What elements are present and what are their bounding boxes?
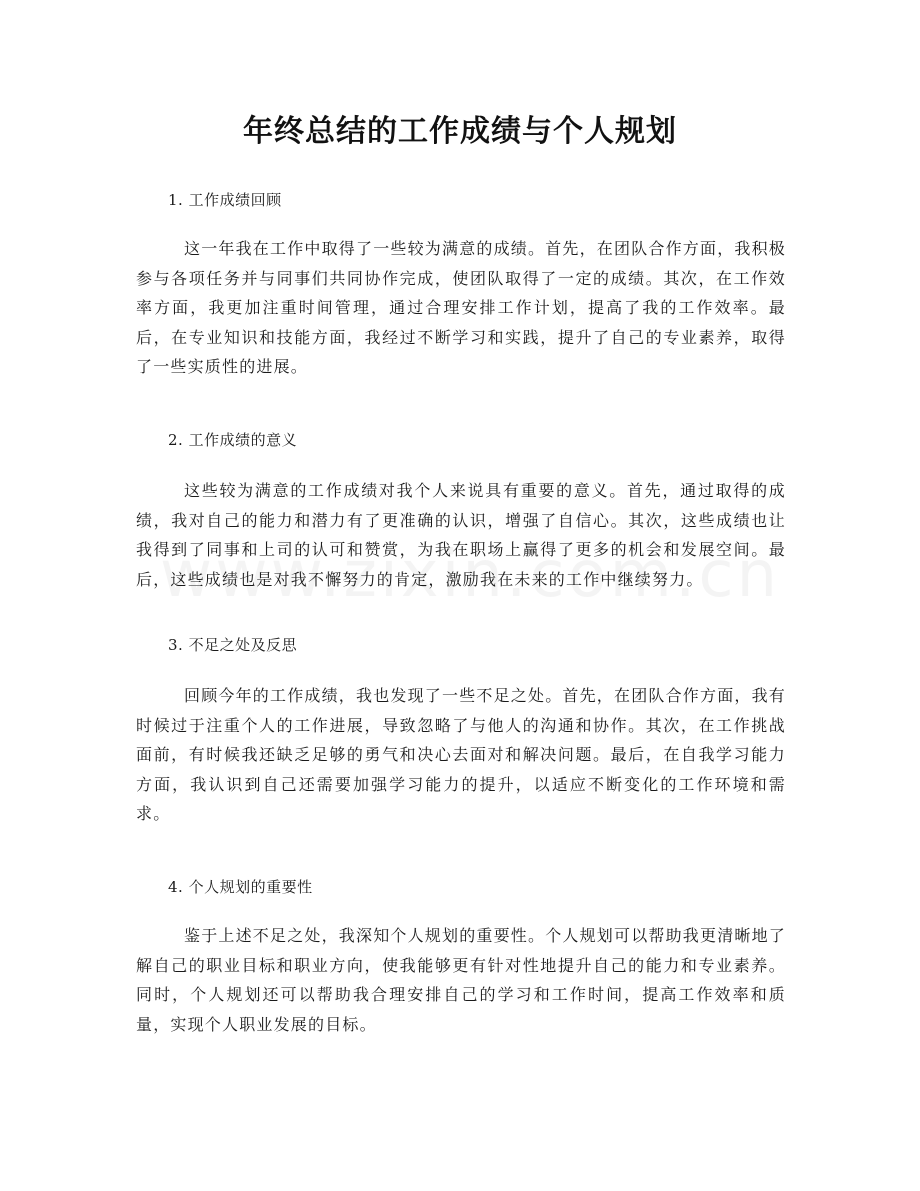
section-heading-4: 4. 个人规划的重要性 [168, 878, 313, 896]
section-heading-1: 1. 工作成绩回顾 [168, 191, 282, 209]
document-title: 年终总结的工作成绩与个人规划 [243, 114, 677, 149]
section-paragraph-3: 回顾今年的工作成绩，我也发现了一些不足之处。首先，在团队合作方面，我有时候过于注重个人的工作进展，导致忽略了与他人的沟通和协作。其次，在工作挑战面前，有时候我还缺乏足够的勇气和决心去面对和解决问题。最后，在自我学习能力方面，我认识到自己还需要加强学习能力的提升，以适应不断变化的工作环境和需求。 [136, 686, 787, 823]
section-heading-2: 2. 工作成绩的意义 [168, 431, 298, 449]
section-paragraph-1: 这一年我在工作中取得了一些较为满意的成绩。首先，在团队合作方面，我积极参与各项任务并与同事们共同协作完成，使团队取得了一定的成绩。其次，在工作效率方面，我更加注重时间管理，通过合理安排工作计划，提高了我的工作效率。最后，在专业知识和技能方面，我经过不断学习和实践，提升了自己的专业素养，取得了一些实质性的进展。 [136, 239, 787, 376]
section-heading-3: 3. 不足之处及反思 [168, 636, 298, 654]
section-paragraph-2: 这些较为满意的工作成绩对我个人来说具有重要的意义。首先，通过取得的成绩，我对自己的能力和潜力有了更准确的认识，增强了自信心。其次，这些成绩也让我得到了同事和上司的认可和赞赏，为我在职场上赢得了更多的机会和发展空间。最后，这些成绩也是对我不懈努力的肯定，激励我在未来的工作中继续努力。 [136, 481, 786, 589]
section-paragraph-4: 鉴于上述不足之处，我深知个人规划的重要性。个人规划可以帮助我更清晰地了解自己的职业目标和职业方向，使我能够更有针对性地提升自己的能力和专业素养。同时，个人规划还可以帮助我合理安排自己的学习和工作时间，提高工作效率和质量，实现个人职业发展的目标。 [136, 926, 787, 1034]
